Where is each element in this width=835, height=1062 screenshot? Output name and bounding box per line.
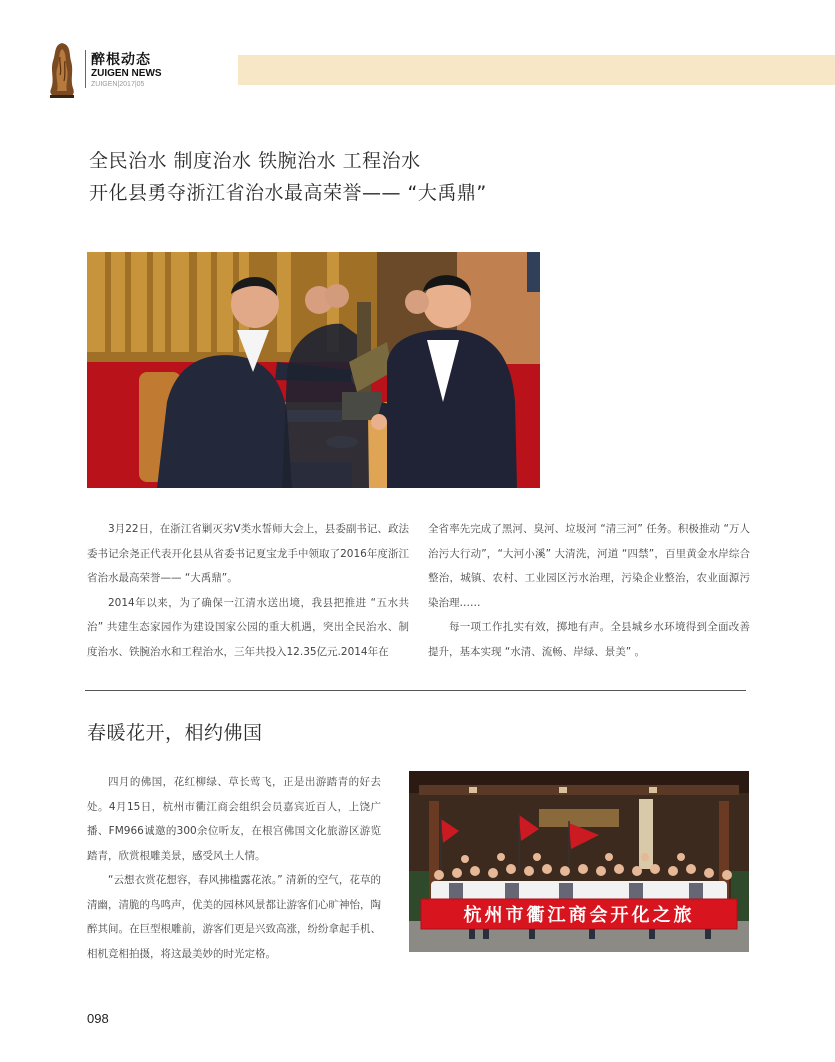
article-text-column-2: [428, 517, 750, 664]
group-photo: [409, 771, 749, 952]
banner-text: 杭州市衢江商会开化之旅: [463, 905, 695, 926]
award-ceremony-photo: [87, 252, 540, 488]
article-text-column-3: [87, 770, 381, 966]
header-band: [238, 55, 835, 85]
article-headline-line-2: 开化县勇夺浙江省治水最高荣誉—— “大禹鼎”: [89, 182, 487, 204]
paragraph: 每一项工作扎实有效，掷地有声。全县城乡水环境得到全面改善提升，基本实现 “水清、流畅、岸绿、景美” 。: [428, 621, 750, 658]
brand-name-en: ZUIGEN NEWS: [91, 68, 162, 79]
issue-label: ZUIGEN|2017|05: [91, 81, 145, 88]
brand-name-cn: 醉根动态: [91, 52, 151, 68]
paragraph: 3月22日，在浙江省剿灭劣V类水誓师大会上，县委副书记、政法委书记余尧正代表开化县从省委书记夏宝龙手中领取了2016年度浙江省治水最高荣誉—— “大禹鼎”。: [87, 523, 409, 584]
root-sculpture-icon: [46, 41, 78, 99]
paragraph: “云想衣赏花想容，春风拂槛露花浓。” 清新的空气，花草的清幽，清脆的鸟鸣声，优美的园林风景都让游客们心旷神怡，陶醉其间。在巨型根雕前，游客们更是兴致高涨，纷纷拿起手机、相机竞相拍摄，将这最美妙的时光定格。: [87, 874, 381, 960]
page-number: 098: [87, 1011, 109, 1026]
header-divider: [85, 50, 86, 88]
section-divider: [85, 690, 746, 691]
paragraph: 四月的佛国，花红柳绿、草长莺飞，正是出游踏青的好去处。4月15日，杭州市衢江商会组织会员嘉宾近百人，上饶广播、FM966诚邀的300余位听友，在根宫佛国文化旅游区游览踏青，欣赏根雕美景，感受风土人情。: [87, 776, 381, 862]
paragraph: 全省率先完成了黑河、臭河、垃圾河 “清三河” 任务。积极推动 “万人治污大行动”，“大河小溪” 大清洗，河道 “四禁”，百里黄金水岸综合整治，城镇、农村、工业园区污水治理，污染企业整治，农业面源污染治理……: [428, 523, 750, 609]
article-headline-line-1: 全民治水 制度治水 铁腕治水 工程治水: [89, 150, 421, 172]
paragraph: 2014年以来，为了确保一江清水送出境，我县把推进 “五水共治” 共建生态家园作为建设国家公园的重大机遇，突出全民治水、制度治水、铁腕治水和工程治水，三年共投入12.35亿元.2014年在: [87, 596, 409, 658]
section-title: 春暖花开，相约佛国: [87, 722, 263, 744]
article-text-column-1: [87, 517, 409, 664]
